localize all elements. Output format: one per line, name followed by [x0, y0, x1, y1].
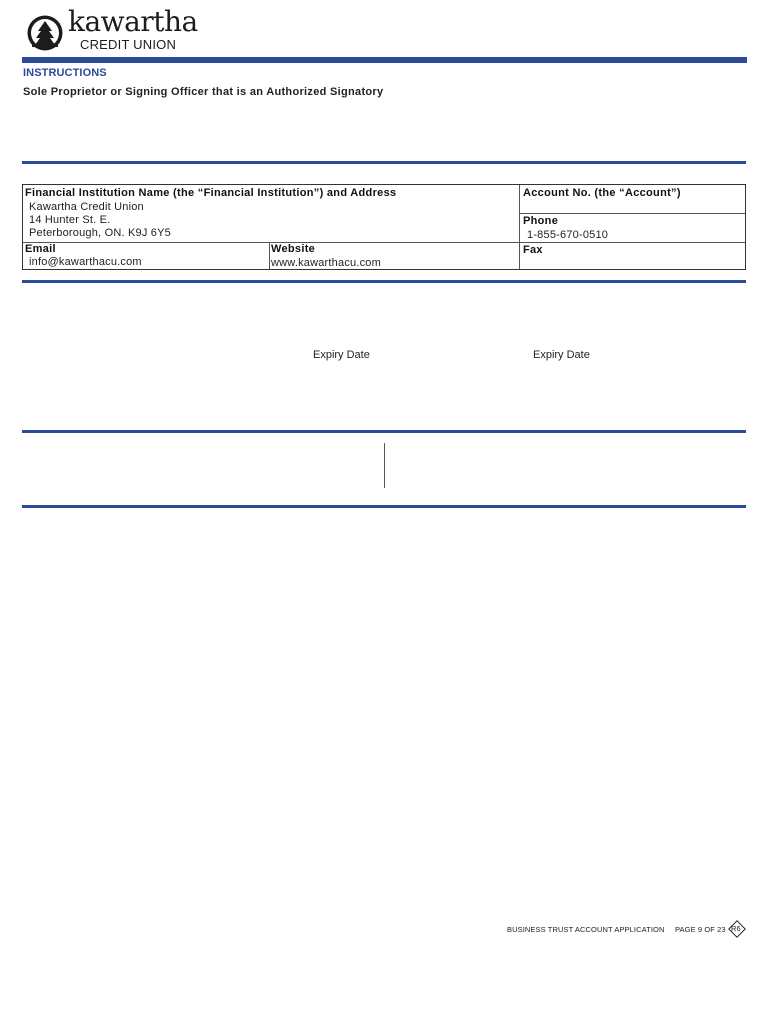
section-rule-1 [22, 161, 746, 164]
expiry-date-label-1: Expiry Date [313, 349, 370, 361]
phone-label: Phone [523, 215, 559, 227]
footer-page-number: PAGE 9 OF 23 [675, 925, 726, 934]
website-value[interactable]: www.kawarthacu.com [271, 257, 381, 269]
section-rule-4 [22, 505, 746, 508]
institution-name: Kawartha Credit Union [29, 201, 144, 213]
company-logo [26, 5, 206, 54]
section-rule-3 [22, 430, 746, 433]
header-rule [22, 57, 747, 63]
fax-label: Fax [523, 244, 543, 256]
table-divider [519, 242, 745, 243]
revision-badge [728, 920, 746, 938]
email-label: Email [25, 243, 56, 255]
section-rule-2 [22, 280, 746, 283]
table-divider [269, 242, 270, 269]
instructions-subtitle: Sole Proprietor or Signing Officer that is an Authorized Signatory [23, 86, 384, 98]
footer-form-name: BUSINESS TRUST ACCOUNT APPLICATION [507, 925, 665, 934]
table-divider [519, 213, 745, 214]
institution-address-line1: 14 Hunter St. E. [29, 214, 111, 226]
logo-subtitle: CREDIT UNION [80, 37, 177, 52]
institution-name-label: Financial Institution Name (the “Financial Institution”) and Address [25, 187, 397, 199]
expiry-date-label-2: Expiry Date [533, 349, 590, 361]
table-divider [519, 185, 520, 269]
tree-emblem-icon [26, 14, 64, 52]
instructions-title: INSTRUCTIONS [23, 67, 107, 79]
phone-value: 1-855-670-0510 [527, 229, 609, 241]
account-number-label: Account No. (the “Account”) [523, 187, 681, 199]
website-label: Website [271, 243, 316, 255]
institution-info-table [22, 184, 746, 270]
revision-label: R6 [731, 924, 741, 933]
logo-name: kawartha [68, 5, 198, 38]
email-value[interactable]: info@kawarthacu.com [29, 256, 142, 268]
signature-divider [384, 443, 385, 488]
institution-address-line2: Peterborough, ON. K9J 6Y5 [29, 227, 171, 239]
